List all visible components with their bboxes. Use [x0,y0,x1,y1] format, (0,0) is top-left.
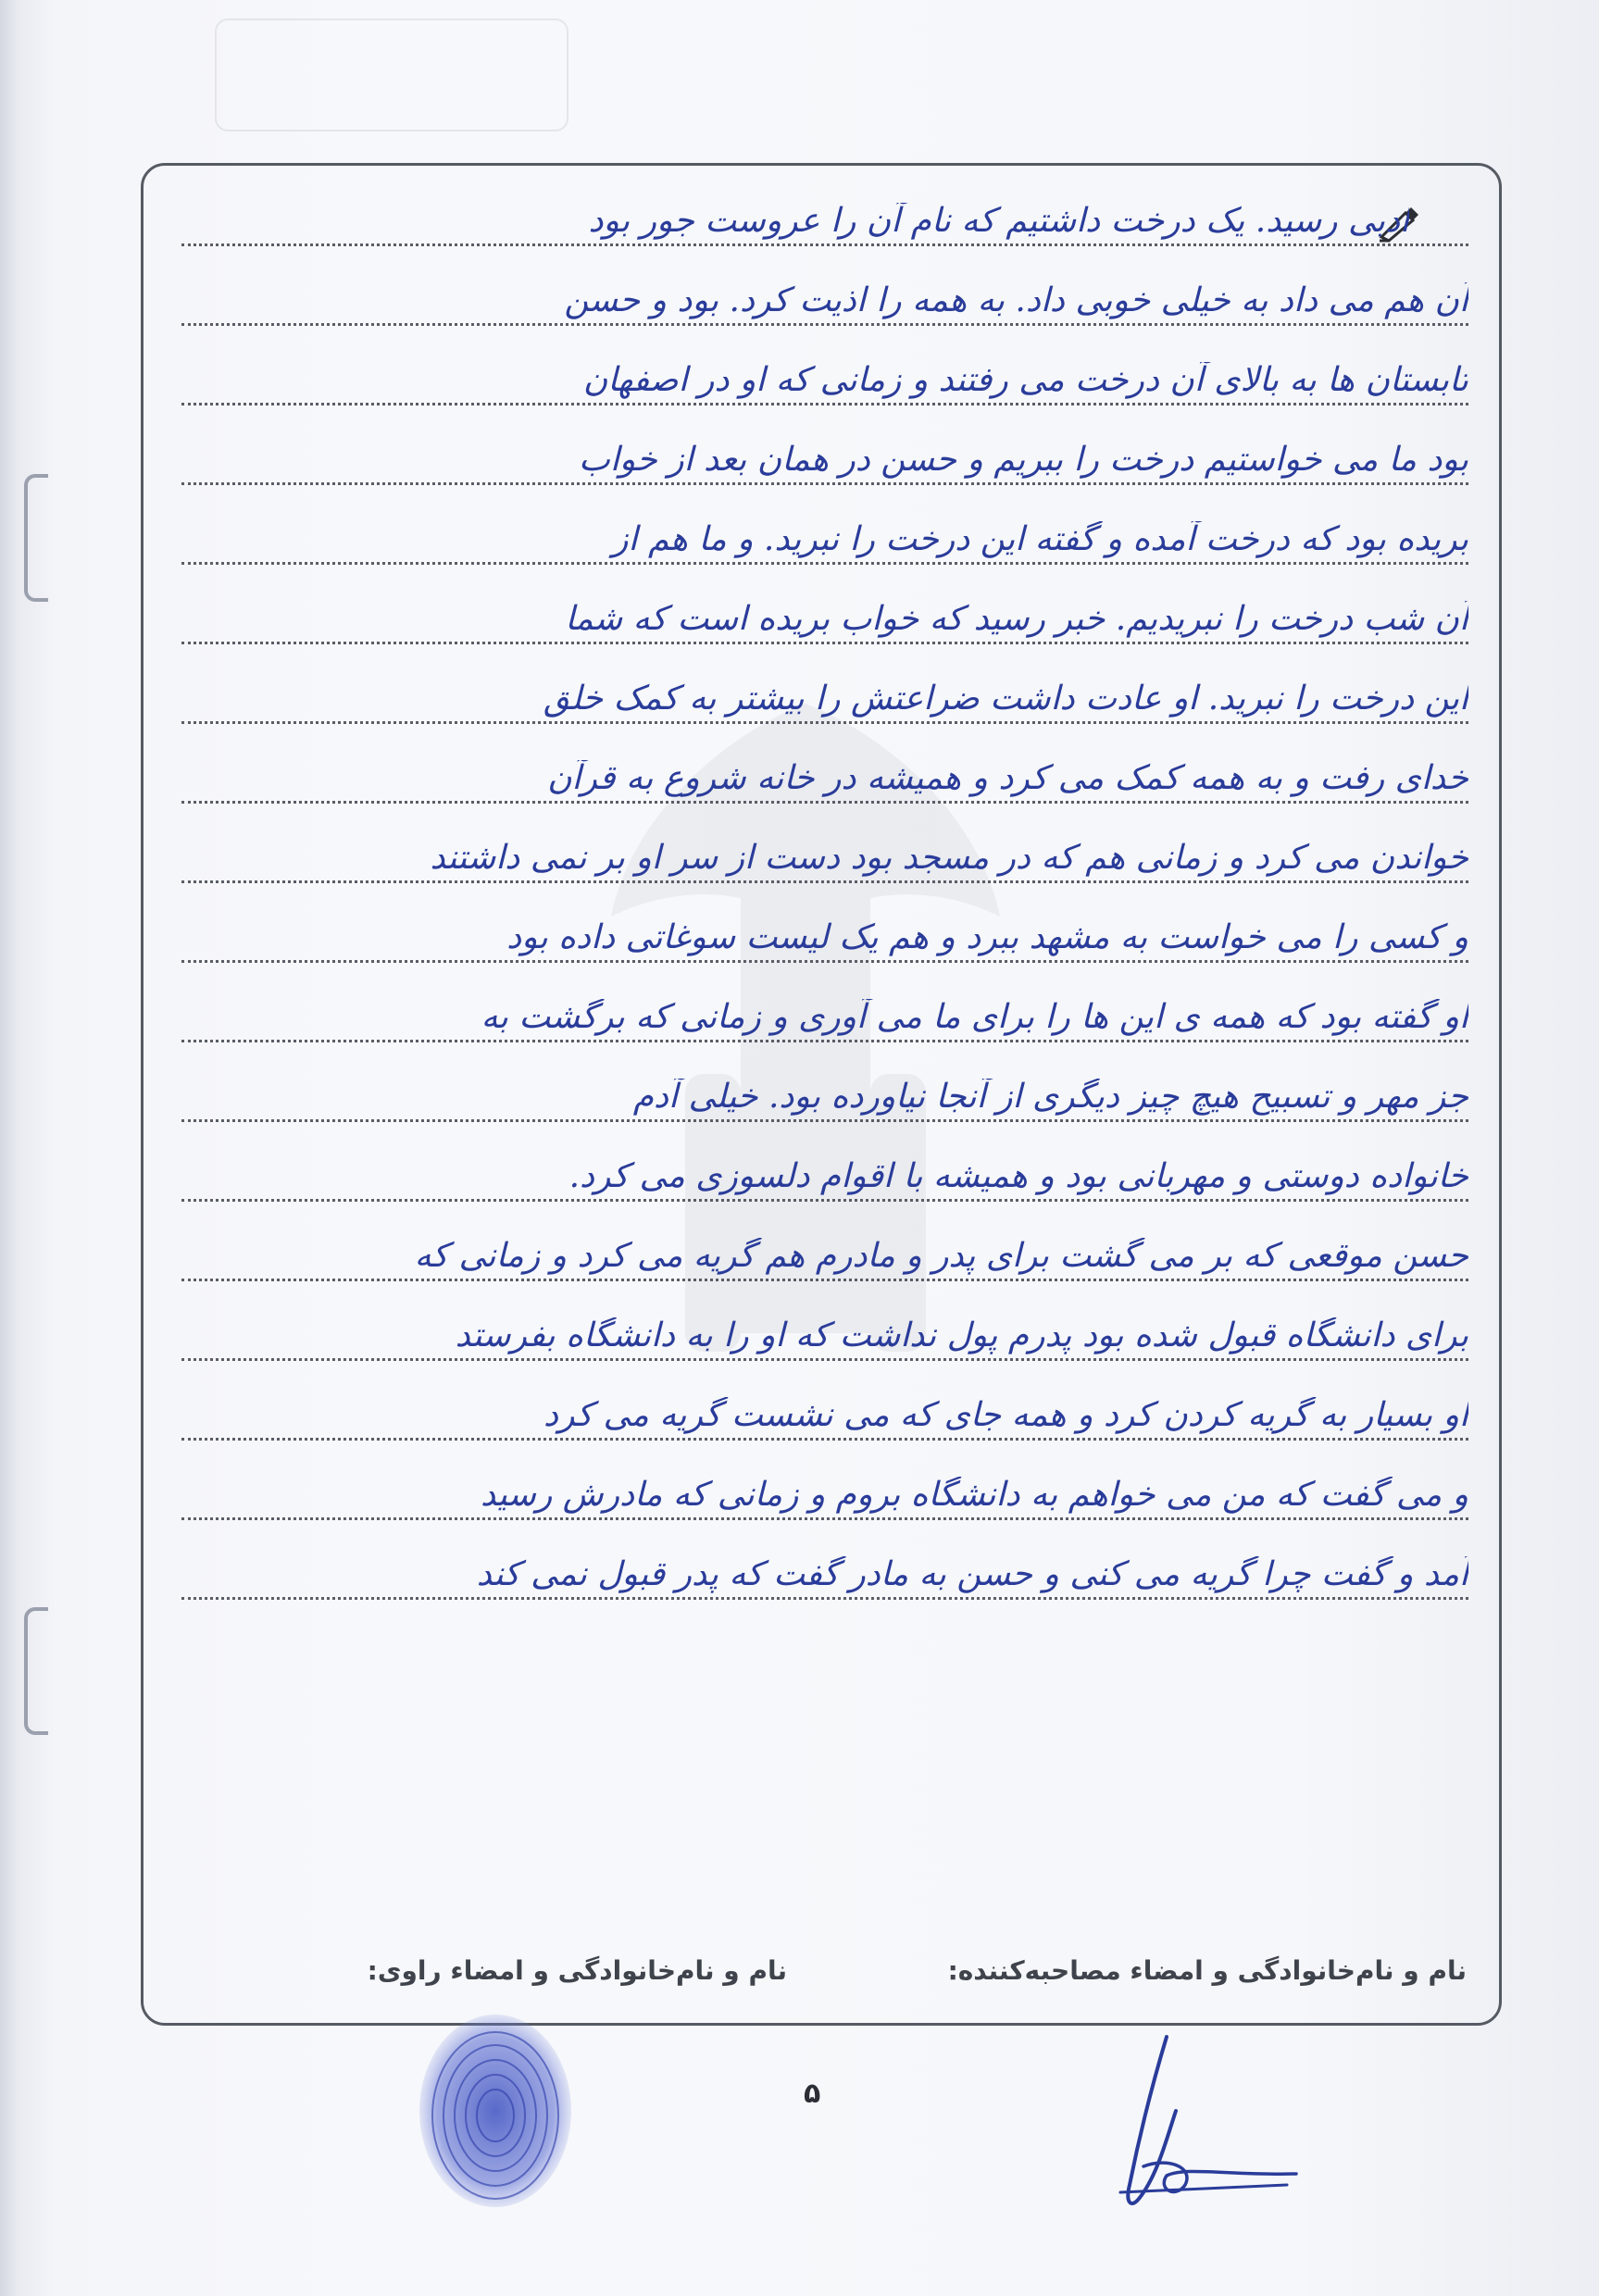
text-line [181,1361,1468,1441]
narrator-label: نام و نام‌خانوادگی و امضاء راوی: [367,1955,787,1986]
signature-mark [1065,2028,1315,2213]
text-line [181,1281,1468,1361]
handwritten-text: خواندن می کرد و زمانی هم که در مسجد بود دست از سر او بر نمی داشتند [430,840,1468,877]
handwritten-text: خدای رفت و به همه کمک می کرد و همیشه در خانه شروع به قرآن [547,760,1468,797]
handwritten-text: حسن موقعی که بر می گشت برای پدر و مادرم هم گریه می کرد و زمانی که [414,1238,1468,1275]
handwritten-text: آمد و گفت چرا گریه می کنی و حسن به مادر گفت که پدر قبول نمی کند [476,1556,1468,1593]
text-line [181,1441,1468,1520]
text-line [181,644,1468,724]
handwritten-text: خانواده دوستی و مهربانی بود و همیشه با اقوام دلسوزی می کرد. [568,1158,1468,1195]
handwritten-text: او بسیار به گریه کردن کرد و همه جای که می نشست گریه می کرد [543,1397,1468,1434]
handwritten-text: آن هم می داد به خیلی خوبی داد. به همه را اذیت کرد. بود و حسن [564,282,1468,319]
text-line [181,1042,1468,1122]
handwritten-text: بریده بود که درخت آمده و گفته این درخت را نبرید. و ما هم از [612,521,1468,558]
handwritten-text: و کسی را می خواست به مشهد ببرد و هم یک لیست سوغاتی داده بود [506,919,1468,956]
page-number: ۵ [804,2078,821,2110]
faint-stamp-box [215,19,568,131]
text-line [181,883,1468,963]
handwritten-text: او گفته بود که همه ی این ها را برای ما می آوری و زمانی که برگشت به [481,999,1468,1036]
staple-bottom [24,1607,48,1735]
text-line [181,1122,1468,1202]
handwritten-text: و می گفت که من می خواهم به دانشگاه بروم و زمانی که مادرش رسید [481,1477,1468,1514]
text-line [181,326,1468,406]
handwritten-text: ادبی رسید. یک درخت داشتیم که نام آن را عروست جور بود [588,203,1409,240]
text-line [181,804,1468,883]
handwritten-text: این درخت را نبرید. او عادت داشت ضراعتش را بیشتر به کمک خلق [543,680,1468,718]
handwritten-text: آن شب درخت را نبریدیم. خبر رسید که خواب بریده است که شما [565,601,1468,638]
handwritten-lines [181,167,1468,1600]
handwritten-text: برای دانشگاه قبول شده بود پدرم پول نداشت که او را به دانشگاه بفرستد [455,1317,1468,1354]
staple-top [24,474,48,602]
text-line [181,565,1468,644]
text-line [181,963,1468,1042]
handwritten-text: جز مهر و تسبیح هیچ چیز دیگری از آنجا نیاورده بود. خیلی آدم [632,1079,1468,1116]
text-line [181,485,1468,565]
text-line [181,406,1468,485]
text-line [181,167,1468,246]
text-line [181,246,1468,326]
handwritten-text: بود ما می خواستیم درخت را ببریم و حسن در همان بعد از خواب [579,442,1468,479]
fingerprint-stamp [407,2000,583,2213]
handwritten-text: تابستان ها به بالای آن درخت می رفتند و زمانی که او در اصفهان [582,362,1468,399]
text-line [181,724,1468,804]
interviewer-label: نام و نام‌خانوادگی و امضاء مصاحبه‌کننده: [947,1955,1467,1986]
text-line [181,1202,1468,1281]
text-line [181,1520,1468,1600]
signature-labels [176,1955,1472,1996]
